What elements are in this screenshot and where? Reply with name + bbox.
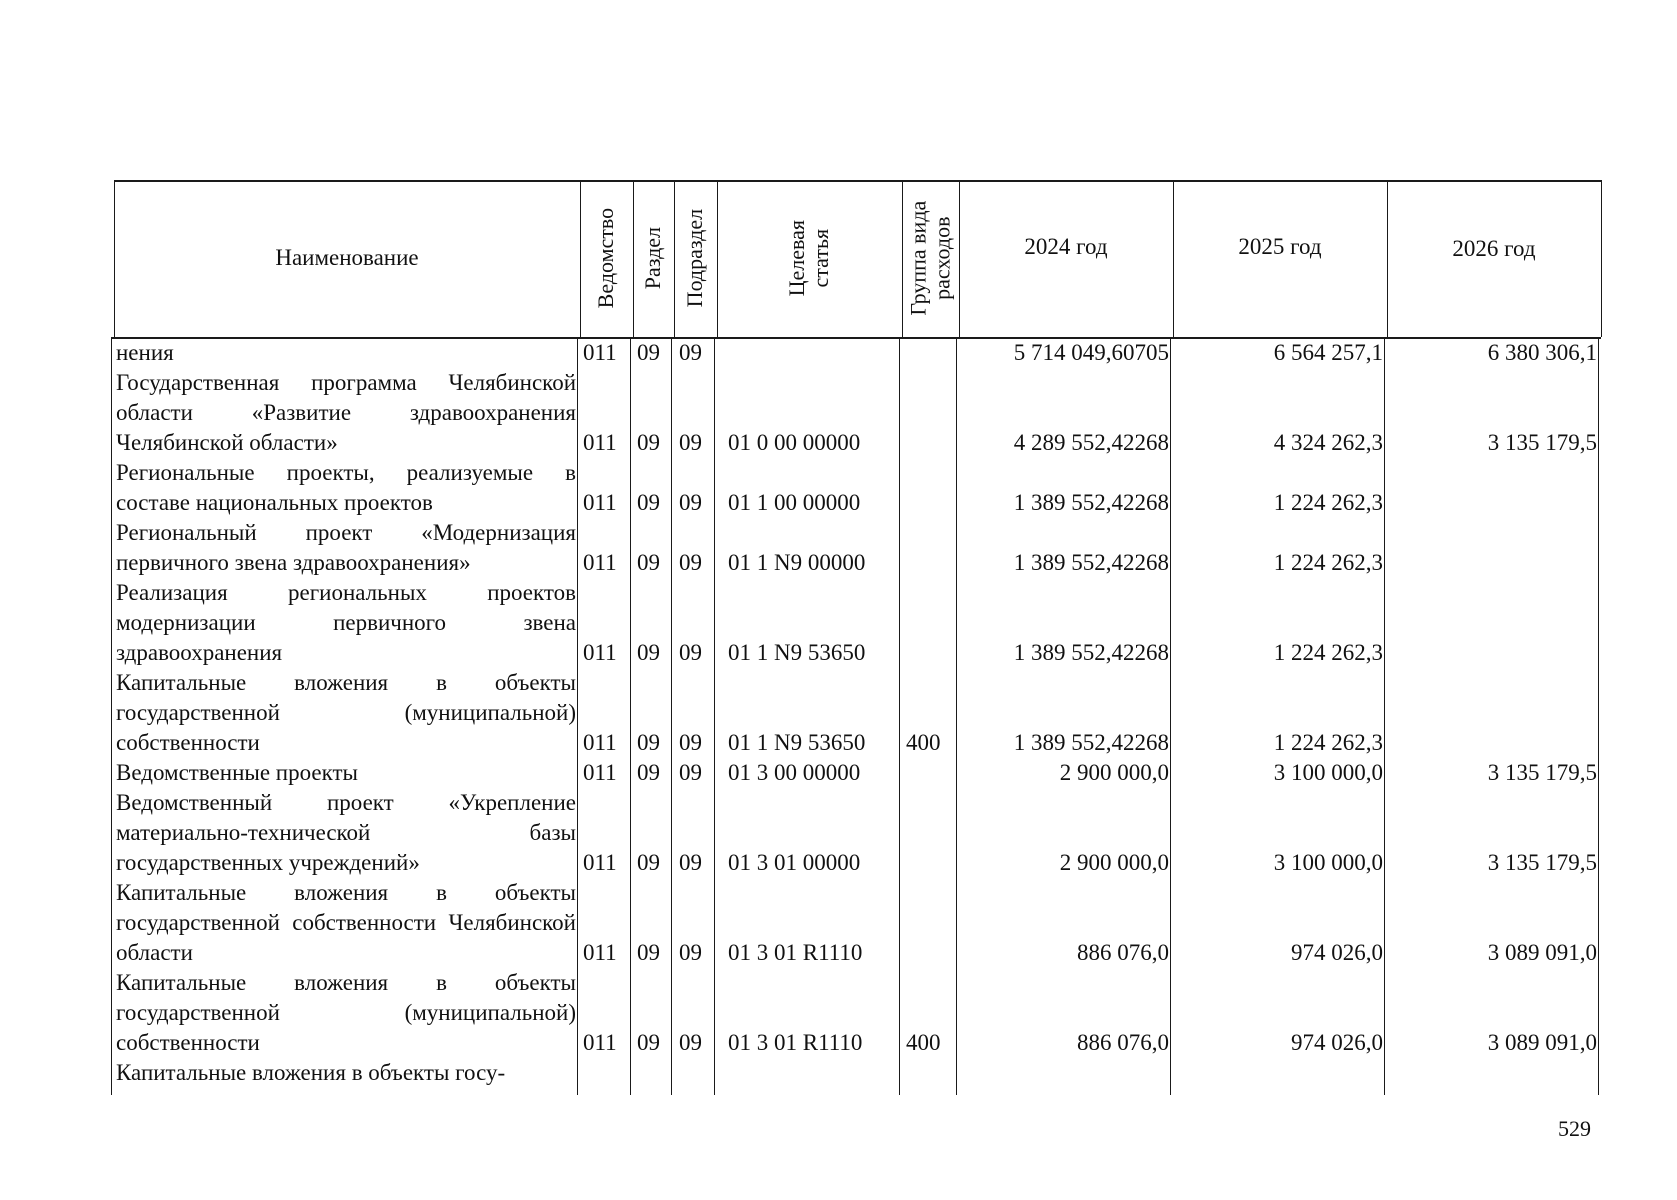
header-2026-text: 2026 год (1452, 236, 1536, 262)
row-name: Капитальные вложения в объекты государственной (муниципальной) собственности (116, 970, 576, 1055)
row-podr: 09 (679, 940, 702, 965)
row-ved: 011 (583, 730, 617, 755)
page-number: 529 (1558, 1116, 1591, 1141)
row-v2024: 1 389 552,42268 (1013, 730, 1169, 755)
row-podr: 09 (679, 340, 702, 365)
row-v2026: 3 135 179,5 (1487, 760, 1597, 785)
row-ved: 011 (583, 640, 617, 665)
row-v2025: 3 100 000,0 (1273, 850, 1383, 875)
row-cel: 01 1 00 00000 (728, 490, 861, 515)
row-ved: 011 (583, 940, 617, 965)
row-name: Региональный проект «Модернизация первичного звена здравоохранения» (116, 520, 576, 575)
header-vedomstvo-text: Ведомство (593, 208, 619, 309)
row-name: нения (116, 340, 174, 365)
row-v2025: 1 224 262,3 (1273, 550, 1383, 575)
header-celevaya-line1: Целевая (784, 220, 810, 297)
header-celevaya-line2: статья (808, 229, 834, 288)
row-ved: 011 (583, 850, 617, 875)
row-name: Государственная программа Челябинской области «Развитие здравоохранения Челябинской области» (116, 370, 576, 455)
row-razd: 09 (637, 1030, 660, 1055)
row-razd: 09 (637, 850, 660, 875)
row-razd: 09 (637, 940, 660, 965)
row-cel: 01 1 N9 00000 (728, 550, 866, 575)
row-podr: 09 (679, 430, 702, 455)
row-v2025: 1 224 262,3 (1273, 730, 1383, 755)
col-line-body-4 (714, 337, 715, 1095)
row-cel: 01 3 00 00000 (728, 760, 861, 785)
row-v2024: 2 900 000,0 (1059, 850, 1169, 875)
row-v2024: 5 714 049,60705 (1013, 340, 1169, 365)
col-line-body-2 (630, 337, 631, 1095)
row-cel: 01 3 01 R1110 (728, 1030, 863, 1055)
row-podr: 09 (679, 730, 702, 755)
row-podr: 09 (679, 640, 702, 665)
row-v2025: 4 324 262,3 (1273, 430, 1383, 455)
row-name: Капитальные вложения в объекты государственной (муниципальной) собственности (116, 670, 576, 755)
header-gruppa (902, 182, 959, 335)
col-line-body-1 (577, 337, 578, 1095)
row-ved: 011 (583, 550, 617, 575)
header-vedomstvo (580, 182, 633, 335)
row-ved: 011 (583, 490, 617, 515)
row-v2024: 1 389 552,42268 (1013, 490, 1169, 515)
header-gruppa-text (906, 201, 954, 316)
row-v2025: 3 100 000,0 (1273, 760, 1383, 785)
col-line-body-5 (899, 337, 900, 1095)
row-ved: 011 (583, 760, 617, 785)
row-v2024: 886 076,0 (1077, 940, 1169, 965)
row-name: Ведомственные проекты (116, 760, 358, 785)
row-name: Реализация региональных проектов модернизации первичного звена здравоохранения (116, 580, 576, 665)
header-name-text: Наименование (275, 245, 419, 271)
row-name: Капитальные вложения в объекты госу- (116, 1060, 506, 1085)
header-name (114, 182, 580, 335)
row-v2026: 3 135 179,5 (1487, 430, 1597, 455)
row-podr: 09 (679, 1030, 702, 1055)
row-razd: 09 (637, 490, 660, 515)
row-v2025: 1 224 262,3 (1273, 490, 1383, 515)
row-podr: 09 (679, 550, 702, 575)
row-name: Ведомственный проект «Укрепление материально-технической базы государственных учреждений» (116, 790, 576, 875)
row-v2024: 2 900 000,0 (1059, 760, 1169, 785)
row-v2026: 3 135 179,5 (1487, 850, 1597, 875)
col-line-header-9 (1601, 180, 1602, 337)
col-line-body-0 (111, 337, 112, 1095)
header-gruppa-line1: Группа вида (905, 201, 931, 316)
row-cel: 01 3 01 R1110 (728, 940, 863, 965)
header-gruppa-line2: расходов (929, 216, 955, 301)
row-razd: 09 (637, 640, 660, 665)
row-ved: 011 (583, 340, 617, 365)
header-2025-text: 2025 год (1238, 233, 1322, 259)
header-2025 (1173, 182, 1387, 312)
header-2024 (959, 182, 1173, 312)
col-line-body-7 (1170, 337, 1171, 1095)
row-razd: 09 (637, 430, 660, 455)
row-podr: 09 (679, 760, 702, 785)
row-v2025: 6 564 257,1 (1273, 340, 1383, 365)
header-razdel (633, 182, 674, 335)
header-celevaya-statya (717, 182, 902, 335)
row-cel: 01 1 N9 53650 (728, 640, 866, 665)
row-razd: 09 (637, 730, 660, 755)
row-v2026: 3 089 091,0 (1487, 1030, 1597, 1055)
row-razd: 09 (637, 340, 660, 365)
row-cel: 01 1 N9 53650 (728, 730, 866, 755)
row-name: Капитальные вложения в объекты государственной собственности Челябинской области (116, 880, 576, 965)
row-v2024: 4 289 552,42268 (1013, 430, 1169, 455)
row-grp: 400 (906, 730, 941, 755)
row-cel: 01 3 01 00000 (728, 850, 861, 875)
header-celevaya-statya-text (785, 220, 833, 296)
row-name: Региональные проекты, реализуемые в составе национальных проектов (116, 460, 576, 515)
col-line-body-9 (1598, 337, 1599, 1095)
row-ved: 011 (583, 430, 617, 455)
header-razdel-text: Раздел (640, 227, 666, 290)
row-v2024: 1 389 552,42268 (1013, 640, 1169, 665)
header-2024-text: 2024 год (1024, 233, 1108, 259)
row-podr: 09 (679, 850, 702, 875)
header-podrazdel-text: Подраздел (682, 209, 708, 308)
row-cel: 01 0 00 00000 (728, 430, 861, 455)
row-ved: 011 (583, 1030, 617, 1055)
row-grp: 400 (906, 1030, 941, 1055)
row-v2025: 1 224 262,3 (1273, 640, 1383, 665)
row-v2026: 6 380 306,1 (1487, 340, 1597, 365)
row-v2026: 3 089 091,0 (1487, 940, 1597, 965)
row-razd: 09 (637, 550, 660, 575)
header-podrazdel (674, 182, 717, 335)
col-line-body-8 (1384, 337, 1385, 1095)
header-2026 (1387, 182, 1601, 317)
row-v2025: 974 026,0 (1291, 940, 1383, 965)
row-v2024: 886 076,0 (1077, 1030, 1169, 1055)
row-v2025: 974 026,0 (1291, 1030, 1383, 1055)
col-line-body-6 (956, 337, 957, 1095)
row-v2024: 1 389 552,42268 (1013, 550, 1169, 575)
row-razd: 09 (637, 760, 660, 785)
row-podr: 09 (679, 490, 702, 515)
